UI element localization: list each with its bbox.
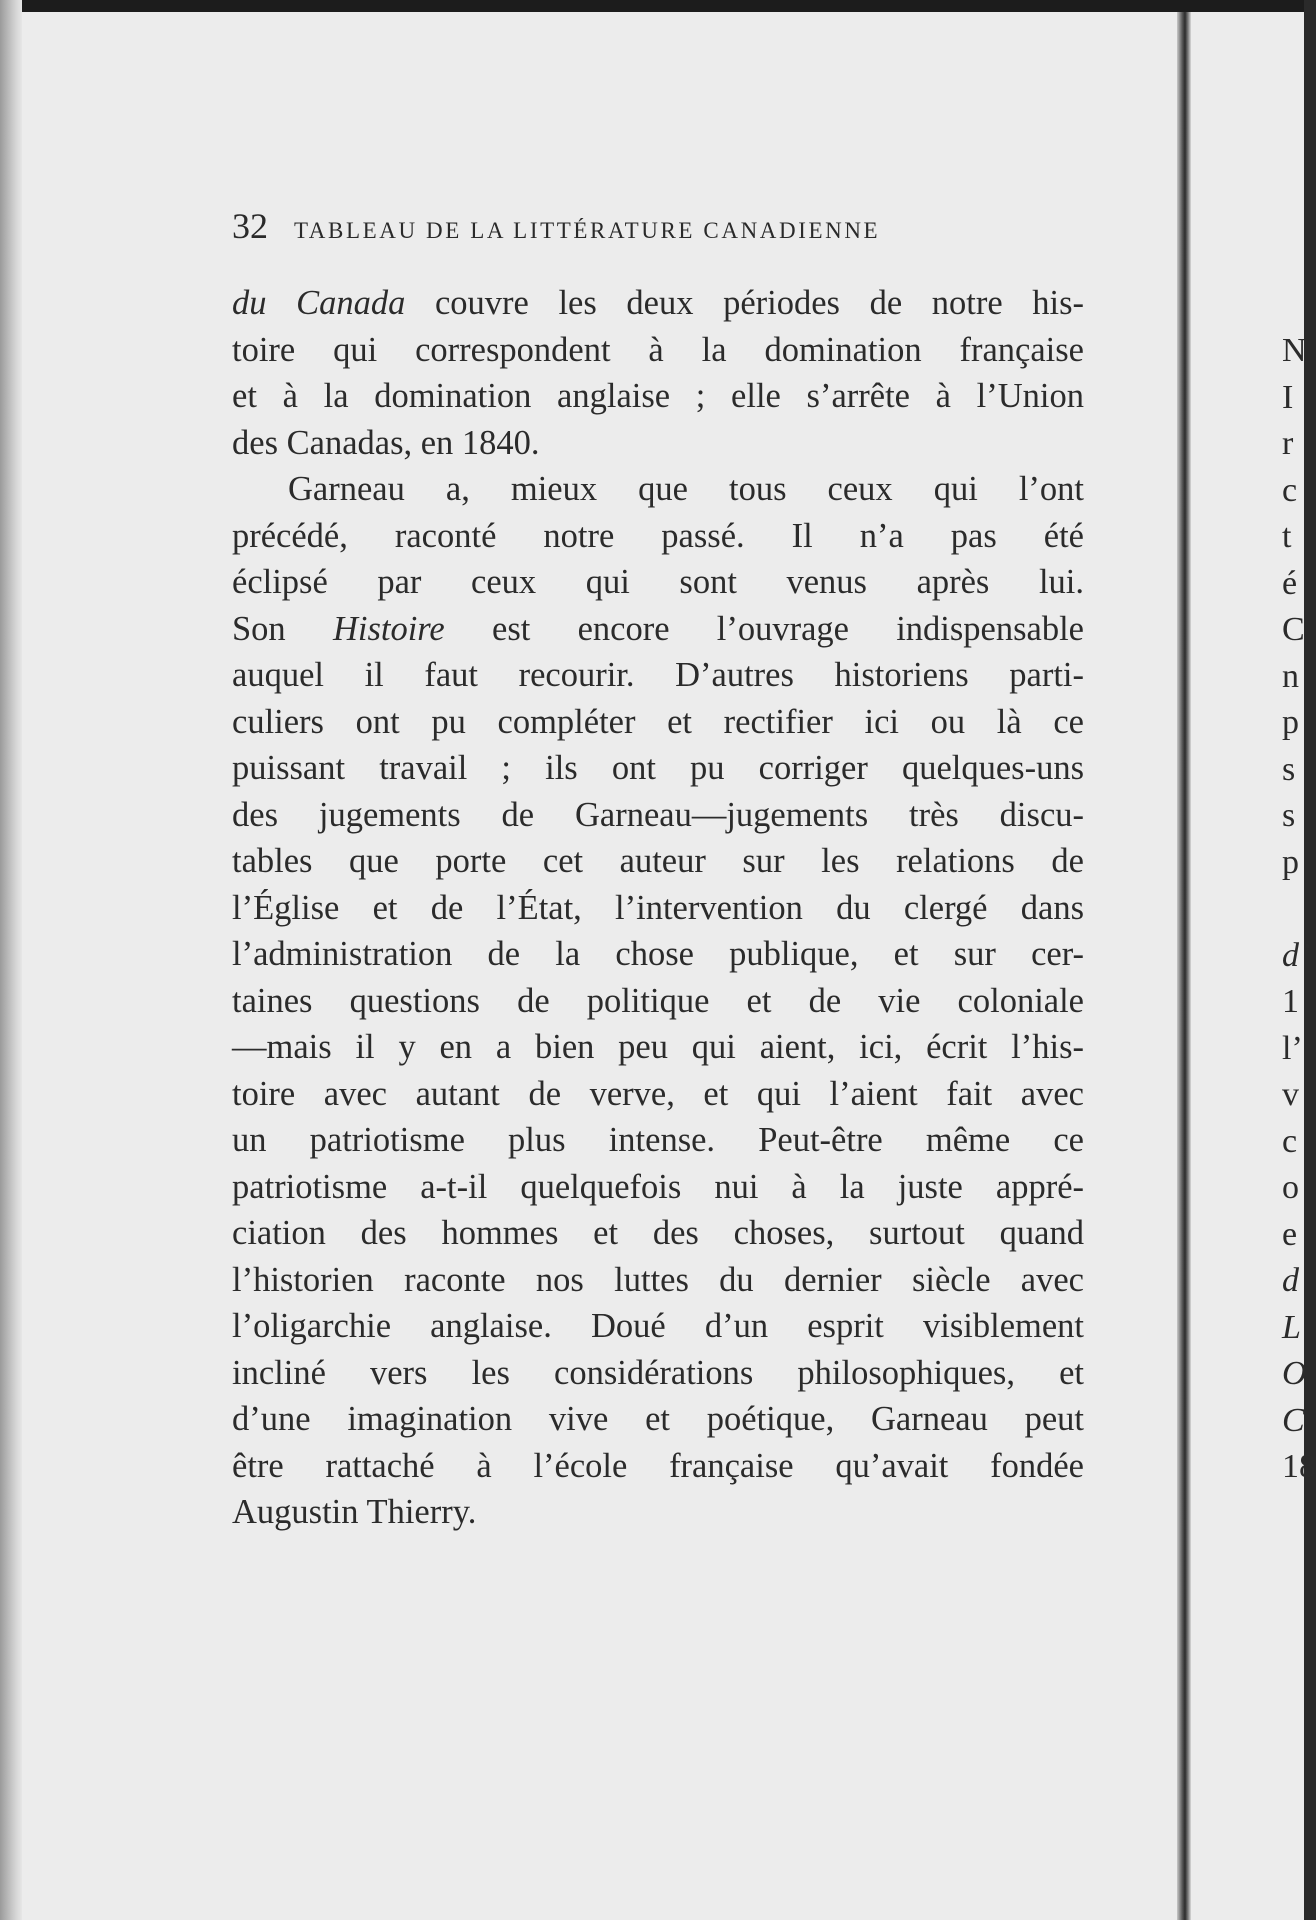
fragment: c — [1282, 1122, 1298, 1160]
fragment: O — [1282, 1355, 1307, 1392]
text-line: —mais il y en a bien peu qui aient, ici, écrit l’his- — [232, 1028, 1084, 1066]
fragment: N — [1282, 332, 1307, 369]
text-line: Garneau a, mieux que tous ceux qui l’ont — [288, 470, 1084, 508]
text-line: précédé, raconté notre passé. Il n’a pas été — [232, 516, 1084, 555]
fragment: r — [1282, 425, 1294, 462]
fragment: p — [1282, 843, 1299, 881]
text-line: puissant travail ; ils ont pu corriger quelques-uns — [232, 749, 1084, 787]
fragment: c — [1282, 471, 1298, 509]
text-line: un patriotisme plus intense. Peut-être même ce — [232, 1121, 1084, 1159]
fragment: C — [1282, 611, 1305, 648]
fragment: p — [1282, 704, 1299, 741]
fragment: n — [1282, 657, 1299, 695]
text-line: Augustin Thierry. — [232, 1493, 477, 1531]
fragment: I — [1282, 378, 1294, 416]
italic-text: du Canada — [232, 284, 406, 322]
text-line: l’historien raconte nos luttes du dernier siècle avec — [232, 1260, 1084, 1299]
body-text — [232, 280, 1084, 1536]
fragment: s — [1282, 750, 1296, 788]
text-line: d’une imagination vive et poétique, Garneau peut — [232, 1400, 1084, 1438]
text-line: l’administration de la chose publique, et sur cer- — [232, 935, 1084, 973]
fragment: C — [1282, 1401, 1305, 1439]
fragment: t — [1282, 518, 1292, 555]
fragment: 18 — [1282, 1448, 1316, 1485]
fragment: 1 — [1282, 983, 1299, 1020]
fragment: o — [1282, 1169, 1299, 1206]
text-line: tables que porte cet auteur sur les relations de — [232, 842, 1084, 880]
book-gutter — [1177, 12, 1191, 1920]
text-line: culiers ont pu compléter et rectifier ici ou là ce — [232, 702, 1084, 741]
page-number: 32 — [232, 206, 268, 246]
text-span: Son — [232, 609, 333, 648]
fragment: v — [1282, 1076, 1299, 1113]
fragment: l’ — [1282, 1029, 1303, 1067]
text-line: auquel il faut recourir. D’autres historiens parti- — [232, 656, 1084, 694]
text-line: toire qui correspondent à la domination française — [232, 330, 1084, 369]
text-line: être rattaché à l’école française qu’avait fondée — [232, 1446, 1084, 1485]
page-left-edge-shadow — [0, 0, 22, 1920]
text-line: patriotisme a-t-il quelquefois nui à la juste appré- — [232, 1167, 1084, 1206]
fragment: s — [1282, 797, 1296, 834]
facing-page-text-fragments — [1282, 328, 1316, 1491]
running-head — [232, 205, 1092, 255]
text-span: couvre les deux périodes de notre his- — [405, 284, 1084, 322]
text-line: des Canadas, en 1840. — [232, 423, 540, 462]
text-line: incliné vers les considérations philosophiques, et — [232, 1353, 1084, 1392]
running-title: TABLEAU DE LA LITTÉRATURE CANADIENNE — [294, 218, 881, 243]
text-line: éclipsé par ceux qui sont venus après lui. — [232, 563, 1084, 601]
fragment: d’ — [1282, 936, 1311, 974]
text-line: l’Église et de l’État, l’intervention du clergé dans — [232, 888, 1084, 927]
scan-top-border — [0, 0, 1304, 12]
text-line: taines questions de politique et de vie coloniale — [232, 981, 1084, 1020]
text-line — [232, 280, 1084, 327]
text-line: ciation des hommes et des choses, surtout quand — [232, 1214, 1084, 1252]
text-span: est encore l’ouvrage indispensable — [444, 609, 1084, 648]
fragment-gap — [1282, 886, 1316, 933]
fragment: L — [1282, 1308, 1301, 1346]
text-line: l’oligarchie anglaise. Doué d’un esprit visiblement — [232, 1307, 1084, 1345]
text-line — [232, 606, 1084, 653]
fragment: é — [1282, 564, 1298, 602]
text-line: des jugements de Garneau—jugements très discu- — [232, 795, 1084, 834]
text-line: et à la domination anglaise ; elle s’arrête à l’Union — [232, 377, 1084, 415]
text-line: toire avec autant de verve, et qui l’aient fait avec — [232, 1074, 1084, 1113]
italic-text: Histoire — [332, 609, 445, 648]
fragment: d — [1282, 1262, 1299, 1299]
fragment: e — [1282, 1215, 1298, 1253]
